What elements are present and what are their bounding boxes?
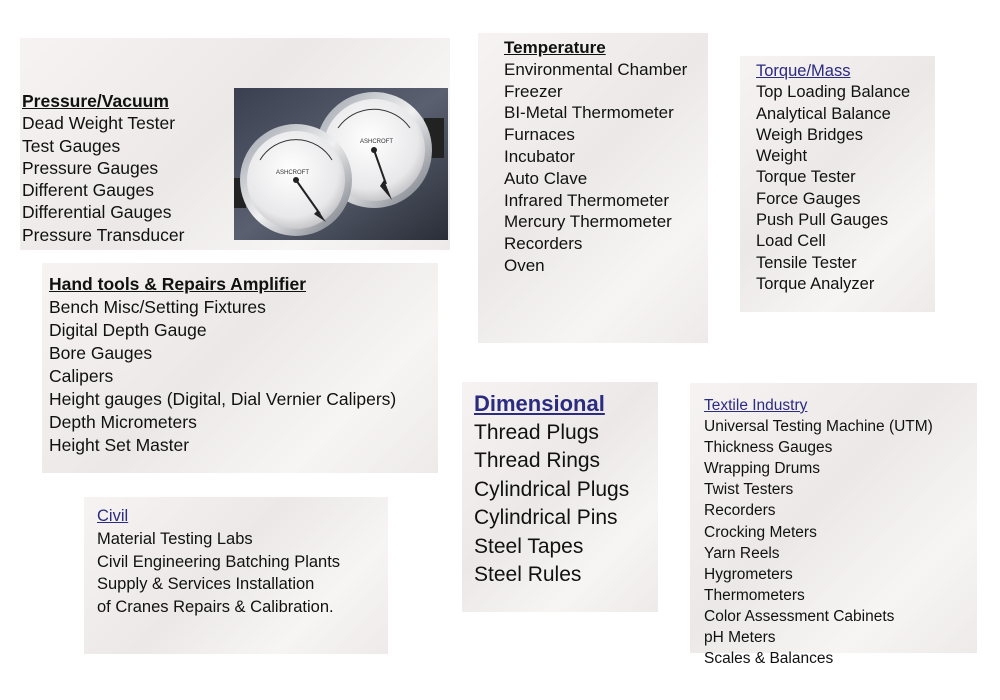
list-item: Torque Tester [756,168,856,187]
list-item: Crocking Meters [704,523,817,541]
list-item: Steel Rules [474,563,582,586]
list-item: Infrared Thermometer [504,190,670,210]
list-item: Dead Weight Tester [22,113,176,134]
svg-text:ASHCROFT: ASHCROFT [276,170,309,176]
list-item: Bench Misc/Setting Fixtures [49,297,266,317]
list-item: Height gauges (Digital, Dial Vernier Calipers) [49,389,397,409]
list-item: Auto Clave [504,168,588,188]
list-item: Weight [756,147,808,166]
list-item: Cylindrical Plugs [474,477,630,501]
list-item: Recorders [504,234,583,254]
textile-industry-heading: Textile Industry [704,397,808,414]
list-item: Pressure Transducer [22,224,185,245]
hand-tools-card [42,263,438,473]
list-item: Furnaces [504,125,575,145]
list-item: Digital Depth Gauge [49,320,207,340]
list-item: Torque Analyzer [756,274,875,293]
list-item: Thread Plugs [474,420,599,444]
list-item: Load Cell [756,232,826,251]
list-item: Thickness Gauges [704,439,833,457]
list-item: Force Gauges [756,189,861,208]
list-item: Recorders [704,502,776,520]
list-item: Oven [504,255,545,275]
svg-text:ASHCROFT: ASHCROFT [360,139,393,145]
pressure-vacuum-heading: Pressure/Vacuum [22,91,169,111]
dimensional-heading: Dimensional [474,391,605,416]
temperature-card [478,33,708,343]
civil-card [84,497,388,654]
dimensional-card [462,382,658,612]
list-item: Thermometers [704,586,805,604]
list-item: Cylindrical Pins [474,506,618,529]
list-item: Tensile Tester [756,253,857,272]
list-item: Calipers [49,366,114,386]
list-item: Civil Engineering Batching Plants [97,552,341,571]
list-item: of Cranes Repairs & Calibration. [97,598,334,617]
torque-mass-card [740,56,935,312]
torque-mass-heading: Torque/Mass [756,62,851,80]
list-item: Differential Gauges [22,202,172,223]
pressure-gauges-photo [234,88,448,240]
list-item: Thread Rings [474,449,601,472]
list-item: Test Gauges [22,135,121,156]
list-item: Environmental Chamber [504,59,688,79]
list-item: Weigh Bridges [756,125,864,144]
list-item: Hygrometers [704,565,793,583]
civil-heading: Civil [97,507,129,525]
list-item: Wrapping Drums [704,460,821,478]
list-item: BI-Metal Thermometer [504,103,674,123]
list-item: Yarn Reels [704,544,780,562]
list-item: Pressure Gauges [22,157,159,178]
list-item: Incubator [504,146,575,166]
list-item: pH Meters [704,629,776,647]
list-item: Depth Micrometers [49,412,197,432]
temperature-heading: Temperature [504,38,606,57]
list-item: Twist Testers [704,481,794,499]
pressure-vacuum-card [20,38,450,250]
hand-tools-heading: Hand tools & Repairs Amplifier [49,274,307,294]
list-item: Material Testing Labs [97,529,253,548]
list-item: Height Set Master [49,435,190,455]
list-item: Different Gauges [22,180,154,201]
list-item: Color Assessment Cabinets [704,607,895,625]
list-item: Steel Tapes [474,534,584,558]
list-item: Top Loading Balance [756,83,911,102]
list-item: Universal Testing Machine (UTM) [704,418,933,436]
list-item: Scales & Balances [704,650,834,668]
list-item: Analytical Balance [756,104,891,123]
textile-industry-card [690,383,977,668]
list-item: Freezer [504,81,563,101]
list-item: Push Pull Gauges [756,211,889,230]
list-item: Mercury Thermometer [504,212,672,232]
list-item: Supply & Services Installation [97,575,315,594]
list-item: Bore Gauges [49,343,153,363]
